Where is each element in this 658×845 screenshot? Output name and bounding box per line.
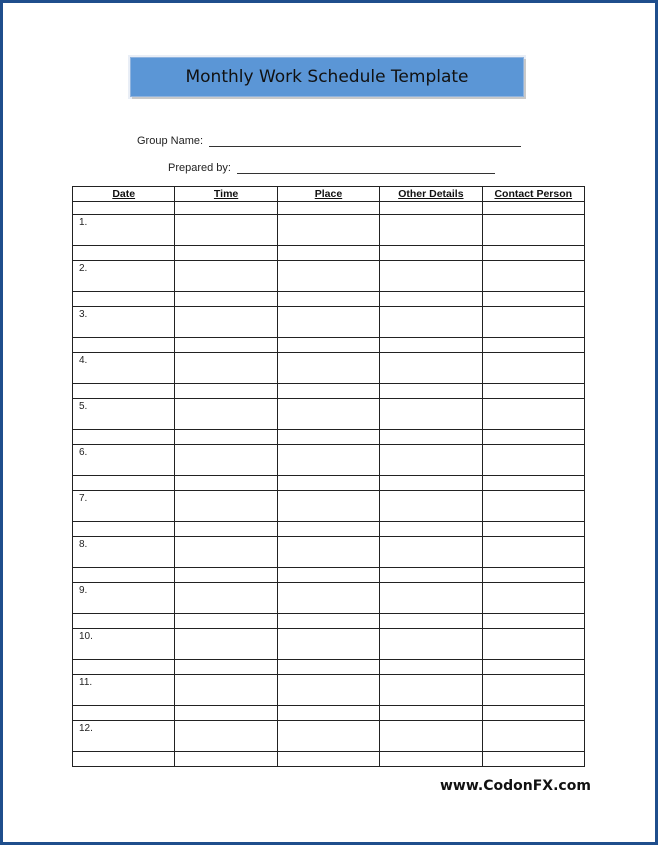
cell (175, 338, 277, 353)
cell (482, 476, 584, 491)
cell (277, 660, 379, 675)
cell (380, 583, 482, 614)
cell (175, 307, 277, 338)
table-row (73, 399, 585, 430)
cell (277, 537, 379, 568)
cell (380, 721, 482, 752)
cell (482, 215, 584, 246)
cell (277, 202, 379, 215)
cell (482, 629, 584, 660)
group-name-line (209, 134, 521, 147)
cell (380, 338, 482, 353)
cell (380, 292, 482, 307)
table-row (73, 307, 585, 338)
document-title: Monthly Work Schedule Template (185, 67, 469, 87)
cell (380, 614, 482, 629)
table-subrow (73, 246, 585, 261)
row-number-cell: 12. (73, 721, 175, 752)
table-header-row (73, 187, 585, 202)
row-number-cell: 2. (73, 261, 175, 292)
cell (482, 202, 584, 215)
table-row (73, 445, 585, 476)
cell (380, 307, 482, 338)
prepared-by-field (168, 161, 495, 174)
cell (482, 491, 584, 522)
row-number-cell: 5. (73, 399, 175, 430)
header-time: Time (175, 187, 277, 202)
table-row (73, 353, 585, 384)
header-other-details: Other Details (380, 187, 482, 202)
cell (380, 445, 482, 476)
cell (175, 215, 277, 246)
cell (73, 614, 175, 629)
cell (380, 246, 482, 261)
cell (482, 353, 584, 384)
cell (277, 583, 379, 614)
cell (175, 614, 277, 629)
cell (380, 476, 482, 491)
table-subrow (73, 660, 585, 675)
cell (175, 261, 277, 292)
cell (482, 675, 584, 706)
cell (380, 522, 482, 537)
cell (482, 752, 584, 767)
cell (175, 353, 277, 384)
row-number-cell: 4. (73, 353, 175, 384)
cell (175, 476, 277, 491)
cell (482, 307, 584, 338)
table-subrow (73, 568, 585, 583)
cell (380, 675, 482, 706)
table-row (73, 215, 585, 246)
cell (482, 537, 584, 568)
cell (175, 583, 277, 614)
cell (73, 522, 175, 537)
cell (175, 706, 277, 721)
table-subrow (73, 430, 585, 445)
group-name-field (137, 134, 521, 147)
cell (380, 752, 482, 767)
cell (380, 202, 482, 215)
cell (277, 629, 379, 660)
cell (175, 721, 277, 752)
cell (73, 292, 175, 307)
cell (482, 614, 584, 629)
cell (175, 292, 277, 307)
cell (175, 629, 277, 660)
cell (380, 384, 482, 399)
row-number-cell: 6. (73, 445, 175, 476)
cell (482, 445, 584, 476)
cell (277, 675, 379, 706)
cell (175, 522, 277, 537)
row-number-cell: 1. (73, 215, 175, 246)
cell (277, 246, 379, 261)
cell (73, 384, 175, 399)
header-place: Place (277, 187, 379, 202)
website-footer: www.CodonFX.com (440, 778, 591, 794)
table-subrow (73, 522, 585, 537)
cell (277, 752, 379, 767)
cell (380, 215, 482, 246)
cell (73, 246, 175, 261)
table-row (73, 261, 585, 292)
cell (380, 537, 482, 568)
row-number-cell: 11. (73, 675, 175, 706)
cell (482, 430, 584, 445)
cell (277, 522, 379, 537)
row-number-cell: 10. (73, 629, 175, 660)
cell (175, 752, 277, 767)
title-banner (130, 57, 524, 97)
cell (175, 399, 277, 430)
cell (380, 568, 482, 583)
cell (175, 675, 277, 706)
cell (73, 706, 175, 721)
cell (380, 660, 482, 675)
cell (380, 491, 482, 522)
table-subrow (73, 614, 585, 629)
cell (175, 491, 277, 522)
cell (482, 522, 584, 537)
cell (175, 430, 277, 445)
cell (277, 491, 379, 522)
prepared-by-line (237, 161, 495, 174)
table-row-blank (73, 202, 585, 215)
cell (482, 568, 584, 583)
cell (73, 430, 175, 445)
cell (175, 246, 277, 261)
cell (277, 430, 379, 445)
cell (277, 261, 379, 292)
cell (482, 583, 584, 614)
table-row (73, 629, 585, 660)
cell (482, 384, 584, 399)
header-contact-person: Contact Person (482, 187, 584, 202)
prepared-by-label: Prepared by: (168, 162, 231, 174)
cell (277, 338, 379, 353)
cell (380, 353, 482, 384)
cell (277, 384, 379, 399)
group-name-label: Group Name: (137, 135, 204, 147)
cell (277, 721, 379, 752)
cell (277, 353, 379, 384)
cell (482, 338, 584, 353)
cell (380, 399, 482, 430)
cell (380, 706, 482, 721)
cell (73, 568, 175, 583)
table-subrow (73, 384, 585, 399)
cell (73, 476, 175, 491)
header-date: Date (73, 187, 175, 202)
row-number-cell: 3. (73, 307, 175, 338)
table-subrow (73, 706, 585, 721)
cell (175, 660, 277, 675)
row-number-cell: 8. (73, 537, 175, 568)
cell (277, 706, 379, 721)
cell (380, 261, 482, 292)
cell (277, 399, 379, 430)
cell (380, 430, 482, 445)
table-row (73, 491, 585, 522)
row-number-cell: 9. (73, 583, 175, 614)
cell (175, 202, 277, 215)
cell (73, 338, 175, 353)
cell (73, 752, 175, 767)
cell (73, 202, 175, 215)
cell (277, 215, 379, 246)
table-subrow (73, 476, 585, 491)
cell (175, 537, 277, 568)
cell (482, 721, 584, 752)
cell (277, 614, 379, 629)
row-number-cell: 7. (73, 491, 175, 522)
cell (277, 476, 379, 491)
table-row (73, 675, 585, 706)
table-row (73, 583, 585, 614)
cell (482, 399, 584, 430)
cell (175, 445, 277, 476)
cell (175, 568, 277, 583)
cell (482, 706, 584, 721)
table-row (73, 721, 585, 752)
cell (482, 292, 584, 307)
cell (277, 568, 379, 583)
table-subrow (73, 292, 585, 307)
cell (380, 629, 482, 660)
cell (277, 292, 379, 307)
cell (482, 261, 584, 292)
table-subrow (73, 752, 585, 767)
table-row (73, 537, 585, 568)
table-subrow (73, 338, 585, 353)
cell (175, 384, 277, 399)
schedule-table (72, 186, 585, 767)
table-body (73, 202, 585, 767)
cell (73, 660, 175, 675)
cell (277, 445, 379, 476)
cell (482, 660, 584, 675)
cell (482, 246, 584, 261)
cell (277, 307, 379, 338)
